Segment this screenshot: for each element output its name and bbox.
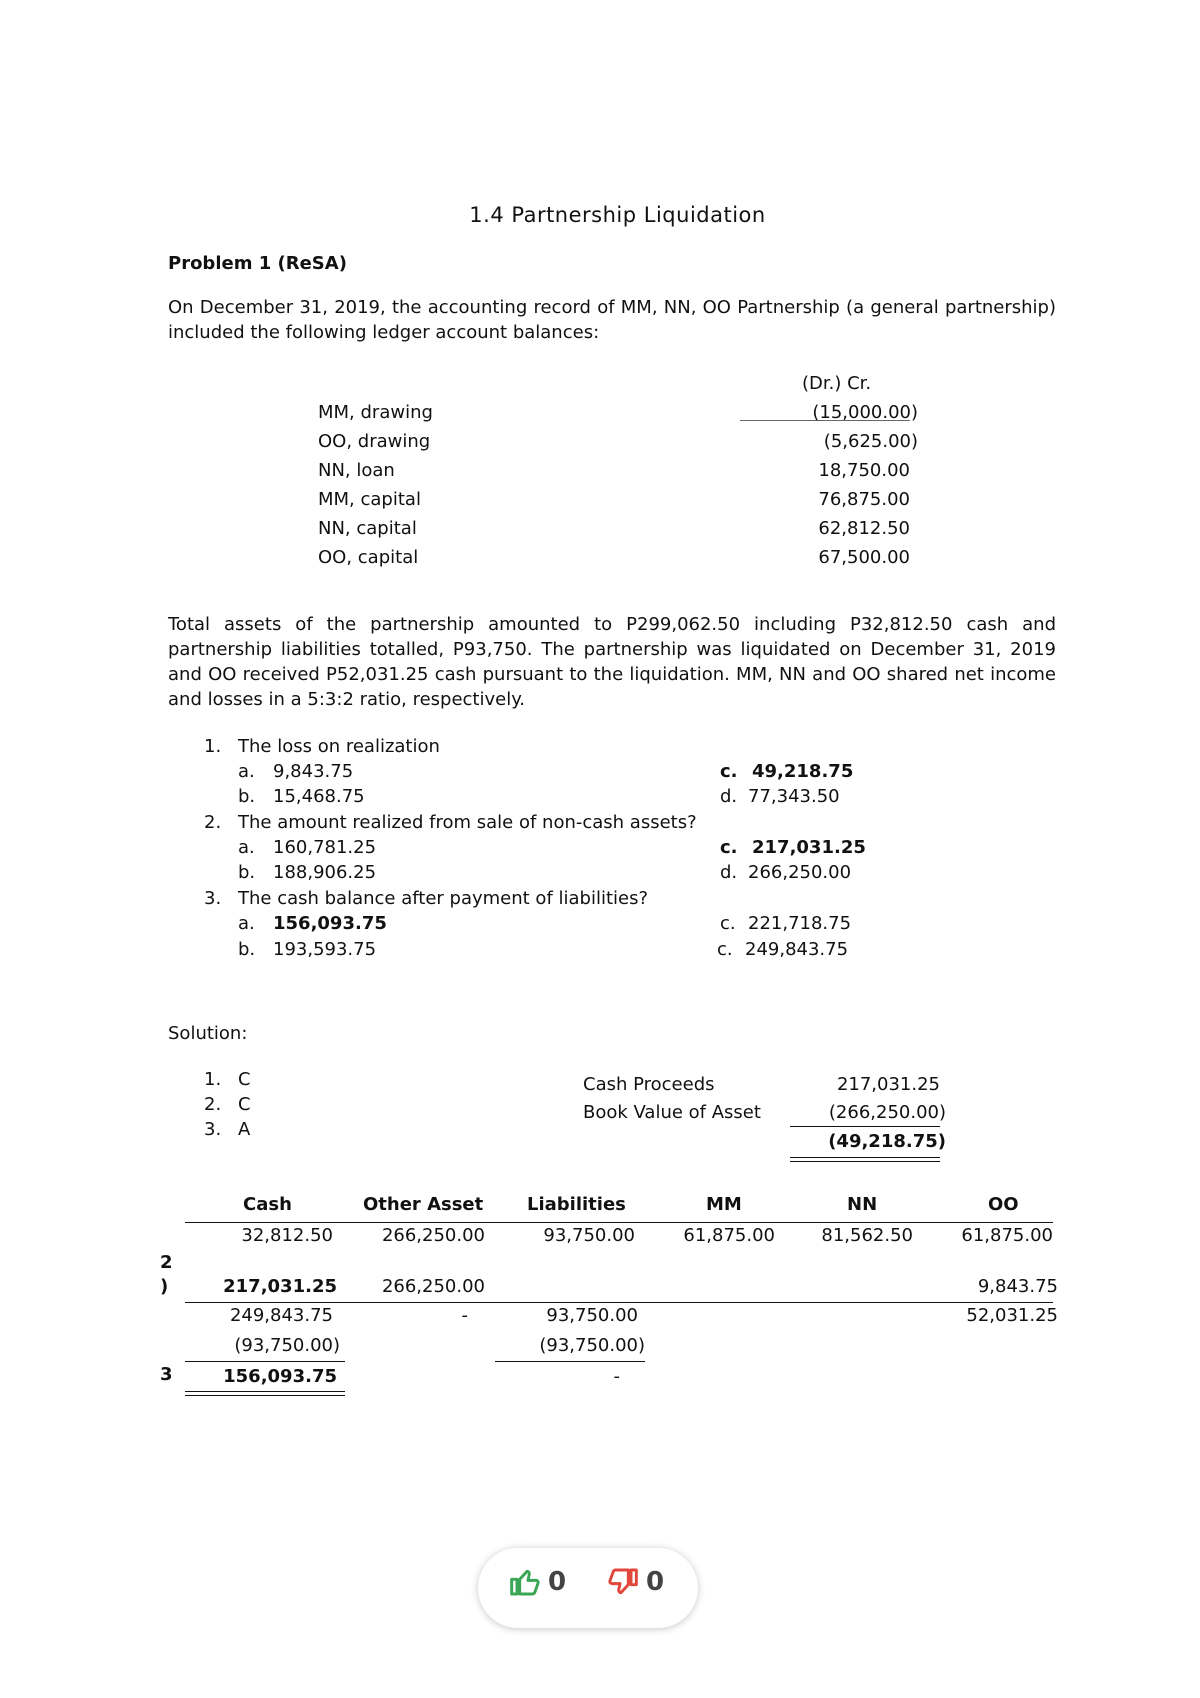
subtotal-rule (185, 1302, 1053, 1303)
answer-letter: C (238, 1069, 251, 1090)
step-marker: 2 (160, 1252, 173, 1273)
option-value: 266,250.00 (748, 862, 852, 883)
table-header: NN (847, 1194, 878, 1215)
cell-oo: 52,031.25 (966, 1305, 1058, 1326)
calc-value: (266,250.00) (828, 1102, 946, 1123)
option-value: 9,843.75 (273, 761, 354, 782)
answer-letter: C (238, 1094, 251, 1115)
option-value: 15,468.75 (273, 786, 365, 807)
cell-mm: 61,875.00 (683, 1225, 775, 1246)
option-value-correct: 156,093.75 (273, 913, 387, 934)
cell-liabilities-total: - (613, 1366, 620, 1387)
ledger-value: (5,625.00) (823, 431, 918, 452)
header-rule (185, 1222, 1053, 1223)
question-number: 3. (204, 888, 222, 909)
answer-number: 2. (204, 1094, 222, 1115)
option-letter: c. (717, 939, 733, 960)
option-letter: b. (238, 786, 256, 807)
cell-cash: 32,812.50 (241, 1225, 333, 1246)
ledger-header: (Dr.) Cr. (802, 373, 872, 394)
option-letter: a. (238, 913, 255, 934)
thumbs-down-icon (606, 1566, 640, 1598)
option-letter: b. (238, 939, 256, 960)
option-value: 160,781.25 (273, 837, 377, 858)
ledger-label: MM, drawing (318, 402, 433, 423)
downvote-button[interactable] (606, 1566, 664, 1598)
calc-label: Cash Proceeds (583, 1074, 715, 1095)
cell-liabilities: (93,750.00) (539, 1335, 645, 1356)
solution-heading: Solution: (168, 1023, 248, 1044)
table-header: Other Asset (363, 1194, 484, 1215)
cell-oo: 61,875.00 (961, 1225, 1053, 1246)
step-marker: 3 (160, 1364, 173, 1385)
table-header: Liabilities (527, 1194, 626, 1215)
table-header: Cash (243, 1194, 292, 1215)
option-value-correct: 49,218.75 (752, 761, 854, 782)
calc-rule (790, 1126, 940, 1127)
answer-number: 1. (204, 1069, 222, 1090)
ledger-label: MM, capital (318, 489, 421, 510)
cell-cash: (93,750.00) (234, 1335, 340, 1356)
cash-double-rule (185, 1391, 345, 1396)
ledger-value: 76,875.00 (818, 489, 910, 510)
option-letter: d. (720, 786, 738, 807)
table-header: MM (706, 1194, 742, 1215)
question-text: The amount realized from sale of non-cash assets? (238, 812, 697, 833)
ledger-label: OO, capital (318, 547, 419, 568)
ledger-value: 62,812.50 (818, 518, 910, 539)
calc-label: Book Value of Asset (583, 1102, 761, 1123)
upvote-button[interactable] (508, 1566, 566, 1598)
cell-cash: 249,843.75 (229, 1305, 333, 1326)
answer-number: 3. (204, 1119, 222, 1140)
option-value: 249,843.75 (745, 939, 849, 960)
upvote-count: 0 (548, 1567, 567, 1597)
answer-letter: A (238, 1119, 251, 1140)
question-text: The loss on realization (238, 736, 440, 757)
option-letter: a. (238, 837, 255, 858)
cell-cash: 217,031.25 (223, 1276, 337, 1297)
thumbs-up-icon (508, 1566, 542, 1598)
intro-paragraph: On December 31, 2019, the accounting record of MM, NN, OO Partnership (a general partnership) included the following ledger account balances: (168, 297, 1056, 343)
step-marker: ) (160, 1276, 169, 1297)
calc-total: (49,218.75) (828, 1131, 946, 1152)
question-number: 2. (204, 812, 222, 833)
vote-widget (478, 1548, 698, 1628)
ledger-label: NN, loan (318, 460, 395, 481)
cell-other-asset: - (461, 1305, 468, 1326)
cell-other-asset: 266,250.00 (381, 1225, 485, 1246)
body-paragraph: Total assets of the partnership amounted to P299,062.50 including P32,812.50 cash and partnership liabilities totalled, P93,750. The partnership was liquidated on December 31, 2019 and OO received P52,031.25 cash pursuant to the liquidation. MM, NN and OO shared net income and losses in a 5:3:2 ratio, respectively. (168, 614, 1056, 710)
ledger-label: NN, capital (318, 518, 417, 539)
ledger-value: (15,000.00) (812, 402, 918, 423)
liab-rule (495, 1361, 645, 1362)
option-value: 193,593.75 (273, 939, 377, 960)
cell-liabilities: 93,750.00 (543, 1225, 635, 1246)
cell-liabilities: 93,750.00 (546, 1305, 638, 1326)
option-letter: b. (238, 862, 256, 883)
option-letter: d. (720, 862, 738, 883)
option-value: 221,718.75 (748, 913, 852, 934)
cash-rule (185, 1361, 345, 1362)
option-letter: a. (238, 761, 255, 782)
option-letter: c. (720, 837, 738, 858)
option-letter: c. (720, 913, 736, 934)
page-title: 1.4 Partnership Liquidation (469, 203, 766, 227)
ledger-value: 67,500.00 (818, 547, 910, 568)
cell-other-asset: 266,250.00 (381, 1276, 485, 1297)
cell-nn: 81,562.50 (821, 1225, 913, 1246)
cell-cash-total: 156,093.75 (223, 1366, 337, 1387)
option-letter: c. (720, 761, 738, 782)
calc-double-rule (790, 1157, 940, 1162)
table-header: OO (988, 1194, 1019, 1215)
downvote-count: 0 (646, 1567, 665, 1597)
ledger-value: 18,750.00 (818, 460, 910, 481)
calc-value: 217,031.25 (836, 1074, 940, 1095)
problem-heading: Problem 1 (ReSA) (168, 253, 347, 274)
cell-oo: 9,843.75 (977, 1276, 1058, 1297)
ledger-label: OO, drawing (318, 431, 431, 452)
question-text: The cash balance after payment of liabilities? (238, 888, 649, 909)
option-value-correct: 217,031.25 (752, 837, 866, 858)
option-value: 188,906.25 (273, 862, 377, 883)
option-value: 77,343.50 (748, 786, 840, 807)
question-number: 1. (204, 736, 222, 757)
